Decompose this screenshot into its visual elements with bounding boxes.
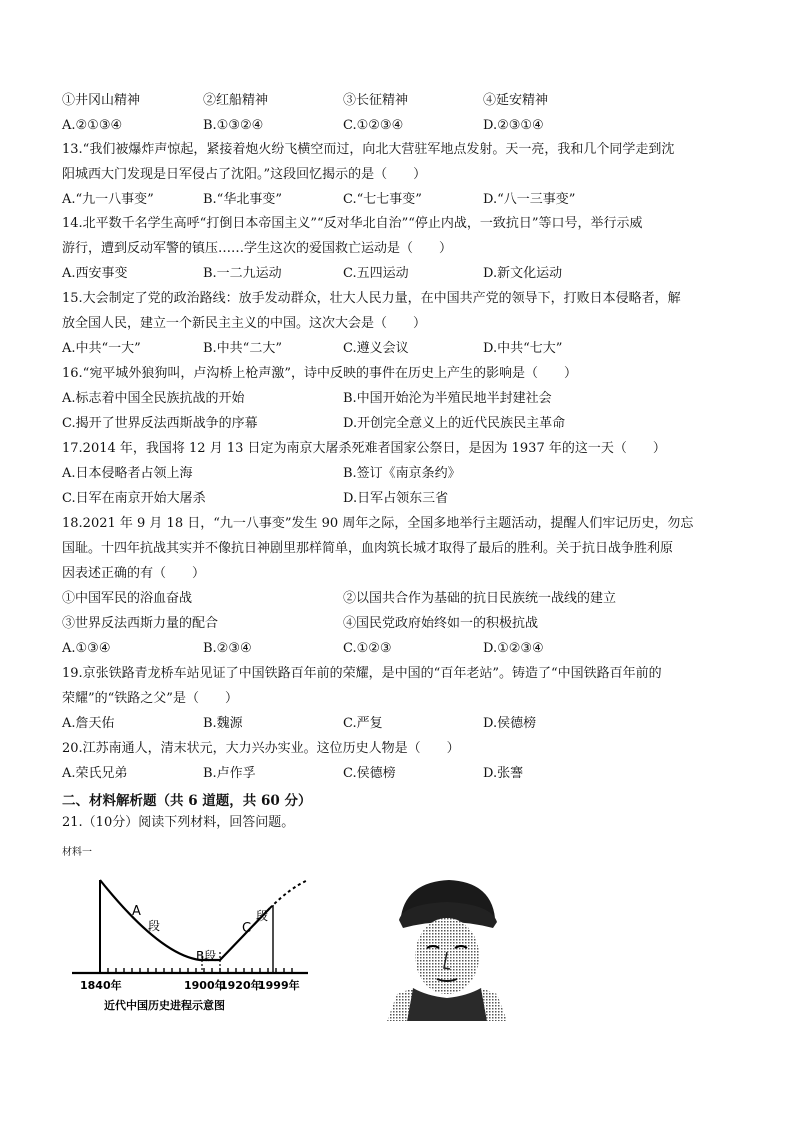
segment-b-label: B段 xyxy=(196,949,217,963)
history-process-diagram xyxy=(60,870,320,1020)
q20-text: 20.江苏南通人，清末状元，大力兴办实业。这位历史人物是（ ） xyxy=(62,741,460,756)
q15-answer-a: A.中共“一大” xyxy=(62,341,141,356)
portrait-image xyxy=(387,876,507,1021)
q16-answer-d: D.开创完全意义上的近代民族民主革命 xyxy=(343,416,566,431)
q16-answer-a: A.标志着中国全民族抗战的开始 xyxy=(62,391,245,406)
diagram-caption: 近代中国历史进程示意图 xyxy=(104,999,225,1012)
q17-answer-b: B.签订《南京条约》 xyxy=(343,466,461,481)
q15-answer-c: C.遵义会议 xyxy=(343,341,409,356)
tick-label-1999: 1999年 xyxy=(258,979,300,992)
section-heading: 二、材料解析题（共 6 道题，共 60 分） xyxy=(62,793,312,809)
q14-answer-a: A.西安事变 xyxy=(62,266,128,281)
q16-answer-b: B.中国开始沦为半殖民地半封建社会 xyxy=(343,391,552,406)
segment-a-label: A xyxy=(132,904,141,919)
q13-answer-a: A.“九一八事变” xyxy=(62,192,154,207)
tick-label-1840: 1840年 xyxy=(80,979,122,992)
q17-answer-c: C.日军在南京开始大屠杀 xyxy=(62,491,206,506)
q18-answer-c: C.①②③ xyxy=(343,641,392,656)
q14-answer-b: B.一二九运动 xyxy=(203,266,282,281)
q20-answer-c: C.侯德榜 xyxy=(343,766,396,781)
q16-answer-c: C.揭开了世界反法西斯战争的序幕 xyxy=(62,416,258,431)
q15-text-1: 15.大会制定了党的政治路线：放手发动群众，壮大人民力量，在中国共产党的领导下，打败日本侵略者，解 xyxy=(62,291,681,306)
q18-answer-a: A.①③④ xyxy=(62,641,111,656)
q13-text-2: 阳城西大门发现是日军侵占了沈阳。”这段回忆揭示的是（ ） xyxy=(62,167,427,182)
q20-answer-d: D.张謇 xyxy=(483,766,524,781)
q17-answer-d: D.日军占领东三省 xyxy=(343,491,449,506)
q13-answer-c: C.“七七事变” xyxy=(343,192,422,207)
q15-answer-b: B.中共“二大” xyxy=(203,341,282,356)
q12-answer-a: A.②①③④ xyxy=(62,118,123,133)
q13-text-1: 13.“我们被爆炸声惊起，紧接着炮火纷飞横空而过，向北大营驻军地点发射。天一亮，我和几个同学走到沈 xyxy=(62,142,675,157)
material-label: 材料一 xyxy=(62,847,92,858)
q19-answer-c: C.严复 xyxy=(343,716,383,731)
q12-answer-d: D.②③①④ xyxy=(483,118,544,133)
q18-answer-b: B.②③④ xyxy=(203,641,252,656)
q19-text-1: 19.京张铁路青龙桥车站见证了中国铁路百年前的荣耀，是中国的“百年老站”。铸造了“中国铁路百年前的 xyxy=(62,666,662,681)
q14-text-2: 游行，遭到反动军警的镇压……学生这次的爱国救亡运动是（ ） xyxy=(62,241,453,256)
q14-answer-c: C.五四运动 xyxy=(343,266,409,281)
q12-option-3: ③长征精神 xyxy=(343,93,409,108)
q13-answer-d: D.“八一三事变” xyxy=(483,192,576,207)
q18-option-4: ④国民党政府始终如一的积极抗战 xyxy=(343,616,539,631)
q19-text-2: 荣耀”的“铁路之父”是（ ） xyxy=(62,691,238,706)
q14-text-1: 14.北平数千名学生高呼“打倒日本帝国主义”“反对华北自治”“停止内战，一致抗日”等口号，举行示威 xyxy=(62,216,643,231)
q12-answer-b: B.①③②④ xyxy=(203,118,264,133)
q17-text: 17.2014 年，我国将 12 月 13 日定为南京大屠杀死难者国家公祭日，是因为 1937 年的这一天（ ） xyxy=(62,441,666,456)
q14-answer-d: D.新文化运动 xyxy=(483,266,563,281)
q18-answer-d: D.①②③④ xyxy=(483,641,544,656)
q19-answer-b: B.魏源 xyxy=(203,716,243,731)
tick-label-1920: 1920年 xyxy=(220,979,262,992)
q18-text-1: 18.2021 年 9 月 18 日，“九一八事变”发生 90 周年之际，全国多地举行主题活动，提醒人们牢记历史，勿忘 xyxy=(62,516,694,531)
q16-text: 16.“宛平城外狼狗叫，卢沟桥上枪声激”，诗中反映的事件在历史上产生的影响是（ ） xyxy=(62,366,577,381)
segment-c-label: C xyxy=(242,921,252,936)
diagram-curve xyxy=(100,880,270,960)
segment-a-label-2: 段 xyxy=(148,919,161,933)
q18-option-2: ②以国共合作为基础的抗日民族统一战线的建立 xyxy=(343,591,617,606)
segment-c-label-2: 段 xyxy=(256,909,269,923)
tick-label-1900: 1900年 xyxy=(184,979,226,992)
q12-option-4: ④延安精神 xyxy=(483,93,549,108)
q19-answer-d: D.侯德榜 xyxy=(483,716,537,731)
q12-option-2: ②红船精神 xyxy=(203,93,269,108)
q18-option-1: ①中国军民的浴血奋战 xyxy=(62,591,193,606)
q12-answer-c: C.①②③④ xyxy=(343,118,404,133)
q20-answer-b: B.卢作孚 xyxy=(203,766,256,781)
q18-text-2: 国耻。十四年抗战其实并不像抗日神剧里那样简单，血肉筑长城才取得了最后的胜利。关于抗日战争胜利原 xyxy=(62,541,674,556)
q15-answer-d: D.中共“七大” xyxy=(483,341,563,356)
q20-answer-a: A.荣氏兄弟 xyxy=(62,766,128,781)
q19-answer-a: A.詹天佑 xyxy=(62,716,115,731)
q12-option-1: ①井冈山精神 xyxy=(62,93,141,108)
q18-text-3: 因表述正确的有（ ） xyxy=(62,566,206,581)
q18-option-3: ③世界反法西斯力量的配合 xyxy=(62,616,219,631)
q15-text-2: 放全国人民，建立一个新民主主义的中国。这次大会是（ ） xyxy=(62,316,427,331)
diagram-curve-future xyxy=(270,880,308,908)
q13-answer-b: B.“华北事变” xyxy=(203,192,282,207)
q17-answer-a: A.日本侵略者占领上海 xyxy=(62,466,193,481)
q21-text: 21.（10分）阅读下列材料，回答问题。 xyxy=(62,815,295,830)
